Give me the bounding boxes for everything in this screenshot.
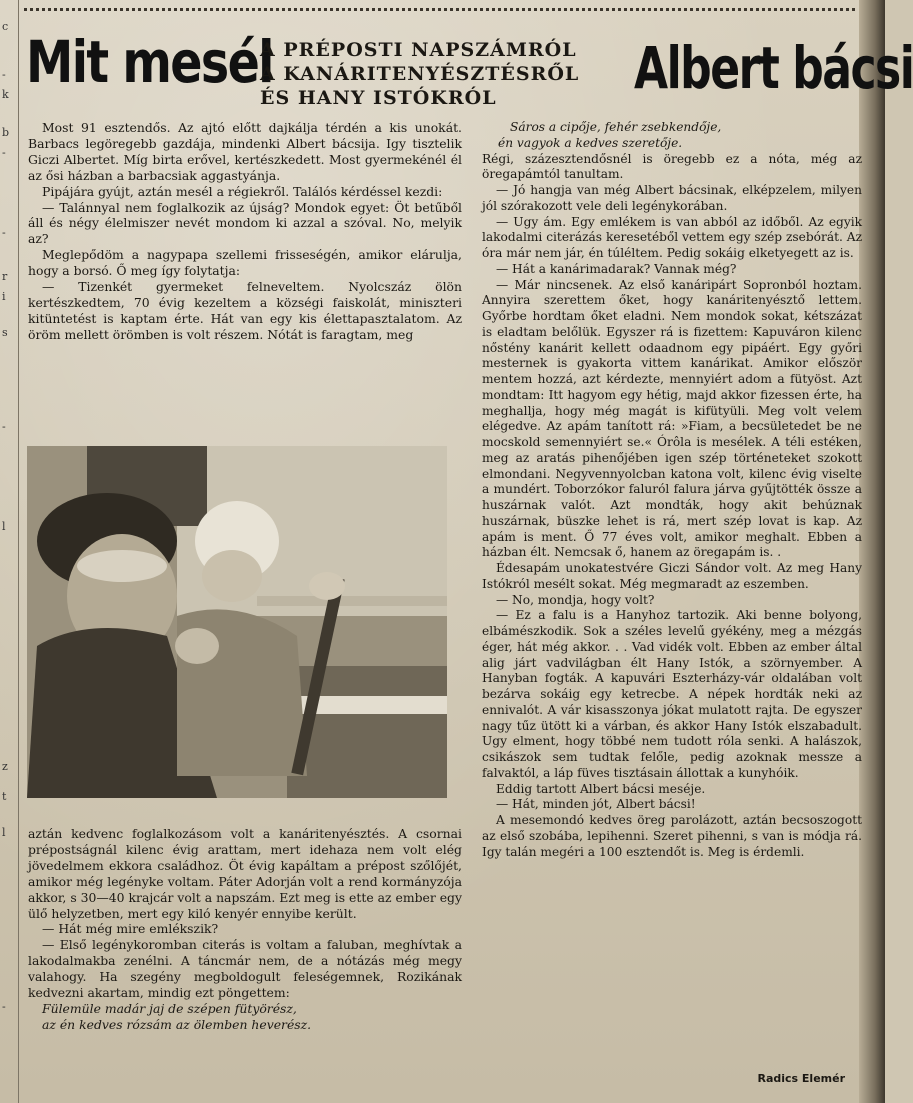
- paragraph: Most 91 esztendős. Az ajtó előtt dajkálja térdén a kis unokát. Barbacs legöregebb gazdája, mindenki Albert bácsija. Igy tisztelik Giczi Albertet. Míg birta erővel, kertészkedett. Most gyermekénél él az ősi házban a barbacsiak aggastyánja.: [28, 120, 462, 183]
- paragraph: Régi, százesztendősnél is öregebb ez a nóta, még az öregapámtól tanultam.: [482, 151, 862, 182]
- margin-letter: -: [2, 1000, 6, 1013]
- margin-letter: -: [2, 226, 6, 239]
- margin-letter: z: [2, 760, 8, 773]
- paragraph: Eddig tartott Albert bácsi meséje.: [496, 781, 706, 796]
- headline-left: Mit mesél: [26, 28, 273, 96]
- margin-letter: c: [2, 20, 9, 33]
- subheadline-line: A KANÁRITENYÉSZTÉSRŐL: [260, 63, 580, 85]
- article-column-left-bottom: [28, 826, 462, 1033]
- paragraph: aztán kedvenc foglalkozásom volt a kanáritenyésztés. A csornai prépostságnál kilenc évig arattam, mert idehaza nem volt elég jövedelmem ekkora családhoz. Öt évig kapáltam a prépost szőlőjét, amikor még legényke voltam. Páter Adorján volt a rend kormányzója akkor, s 30—40 krajcár volt a napszám. Ezt meg is ette az ember egy ülő helyzetben, mert egy kiló kenyér ennyibe került.: [28, 826, 462, 921]
- article-column-right: [482, 120, 862, 860]
- paragraph: — No, mondja, hogy volt?: [496, 592, 655, 607]
- paragraph: — Első legénykoromban citerás is voltam a faluban, meghívtak a lakodalmakba zenélni. A táncmár nem, de a nótázás még megy valahogy. Ha szegény megboldogult feleségemnek, Rozikának kedvezni akartam, mindig ezt pöngettem:: [28, 937, 462, 1001]
- paragraph: — Jó hangja van még Albert bácsinak, elképzelem, milyen jól szórakozott vele deli legénykorában.: [482, 183, 862, 213]
- paragraph: Pipájára gyújt, aztán mesél a régiekről. Találós kérdéssel kezdi:: [42, 183, 443, 199]
- paragraph: Meglepődöm a nagypapa szellemi frisseségén, amikor elárulja, hogy a borsó. Ő meg így folytatja:: [28, 247, 462, 279]
- subheadline-block: [260, 38, 620, 110]
- margin-letter: i: [2, 290, 6, 303]
- top-dotted-rule: [24, 8, 855, 15]
- left-margin-strip: [0, 0, 19, 1103]
- margin-letter: k: [2, 88, 9, 101]
- margin-letter: s: [2, 326, 8, 339]
- song-verse-line: az én kedves rózsám az ölemben heverész.: [42, 1016, 312, 1032]
- margin-letter: -: [2, 68, 6, 81]
- margin-letter: -: [2, 420, 6, 433]
- paragraph: — Hát, minden jót, Albert bácsi!: [496, 797, 696, 812]
- subheadline-line: ÉS HANY ISTÓKRÓL: [260, 87, 497, 109]
- photo-old-man-with-grandchild: [27, 446, 447, 798]
- paragraph: Édesapám unokatestvére Giczi Sándor volt. Az meg Hany Istókról mesélt sokat. Még megmaradt az eszemben.: [482, 561, 862, 591]
- paragraph: — Talánnyal nem foglalkozik az újság? Mondok egyet: Öt betűből áll és négy élelmiszer nevét mondom ki azzal a szóval. No, melyik az?: [28, 199, 462, 247]
- song-verse-line: én vagyok a kedves szeretője.: [498, 135, 683, 150]
- margin-letter: -: [2, 146, 6, 159]
- paragraph: — Tizenkét gyermeket felneveltem. Nyolcszáz ölön kertészkedtem, 70 évig kezeltem a községi faiskolát, miniszteri kitüntetést is kaptam érte. Hát van egy kis élettapasztalatom. Az öröm mellett örömben is volt részem. Nótát is faragtam, meg: [28, 279, 462, 342]
- binding-edge: [859, 0, 885, 1103]
- paragraph: — Már nincsenek. Az első kanáripárt Sopronból hoztam. Annyira szerettem őket, hogy kanáritenyésztő lettem. Győrbe hordtam őket eladni. Nem mondok sokat, kétszázat is eladtam belőlük. Egyszer rá is fizettem: Kapuváron kilenc nőstény kanárit kellett odaadnom egy pipáért. Egy győri mesternek is gyakorta vittem kanárikat. Amikor először mentem hozzá, azt kérdezte, mennyiért adom a fütyöst. Azt mondtam: Itt hagyom egy hétig, majd akkor fizessen érte, ha meghallja, hogy még magát is kifütyüli. Meg volt velem elégedve. Az apám tanított rá: »Fiam, a becsületedet be ne mocskold semennyiért se.« Órôla is mesélek. A téli estéken, meg az aratás pihenőjében igen szép történeteket szokott elmondani. Negyvennyolcban katona volt, kilenc évig viselte a mundért. Toborzókor faluról falura járva gyűjtötték össze a huszárnak valót. Azt mondták, hogy akit behúznak huszárnak, büszke lehet is rá, mert szép lovat is kap. Az apám is ment. Ő 77 éves volt, amikor meghalt. Ebben a házban élt. Nemcsak ő, hanem az öregapám is. .: [482, 277, 862, 560]
- paragraph: A mesemondó kedves öreg parolázott, aztán becsoszogott az első szobába, lepihenni. Szeret pihenni, s van is módja rá. Igy talán megéri a 100 esztendőt is. Meg is érdemli.: [482, 813, 862, 859]
- headline-right: Albert bácsi: [634, 34, 913, 102]
- article-column-left-top: [28, 120, 462, 343]
- paragraph: — Hát a kanárimadarak? Vannak még?: [496, 261, 737, 276]
- subheadline-line: A PRÉPOSTI NAPSZÁMRÓL: [260, 39, 577, 61]
- paragraph: — Hát még mire emlékszik?: [42, 921, 219, 937]
- margin-letter: l: [2, 826, 6, 839]
- margin-letter: b: [2, 126, 10, 139]
- author-signature: Radics Elemér: [757, 1072, 845, 1085]
- photo-image: [27, 446, 447, 798]
- margin-letter: l: [2, 520, 6, 533]
- song-verse-line: Fülemüle madár jaj de szépen fütyörész,: [42, 1000, 297, 1016]
- margin-letter: t: [2, 790, 7, 803]
- margin-letter: r: [2, 270, 8, 283]
- song-verse-line: Sáros a cipője, fehér zsebkendője,: [510, 120, 722, 134]
- paragraph: — Ugy ám. Egy emlékem is van abból az időből. Az egyik lakodalmi citerázás keresetéből vettem egy szép zsebórát. Az óra már nem jár, én túléltem. Pedig sokáig elketyegett az is.: [482, 214, 862, 260]
- paragraph: — Ez a falu is a Hanyhoz tartozik. Aki benne bolyong, elbámészkodik. Sok a széles levelű gyékény, meg a mézgás éger, hát még akkor. . . Vad vidék volt. Ebben az ember által alig járt vadvilágban élt Hany Istók, a szörnyember. A Hanyban fogták. A kapuvári Eszterházy-vár oldalában volt bezárva sokáig egy ketrecbe. A népek hordták neki az ennivalót. A vár kisasszonya jókat mulatott rajta. De egyszer nagy tűz ütött ki a várban, és akkor Hany Istók elszabadult. Ugy elment, hogy többé nem tudott róla senki. A halászok, csikászok sem tudtak felőle, pedig azoknak messze a falvaktól, a láp füves tisztásain állottak a kunyhóik.: [482, 608, 862, 780]
